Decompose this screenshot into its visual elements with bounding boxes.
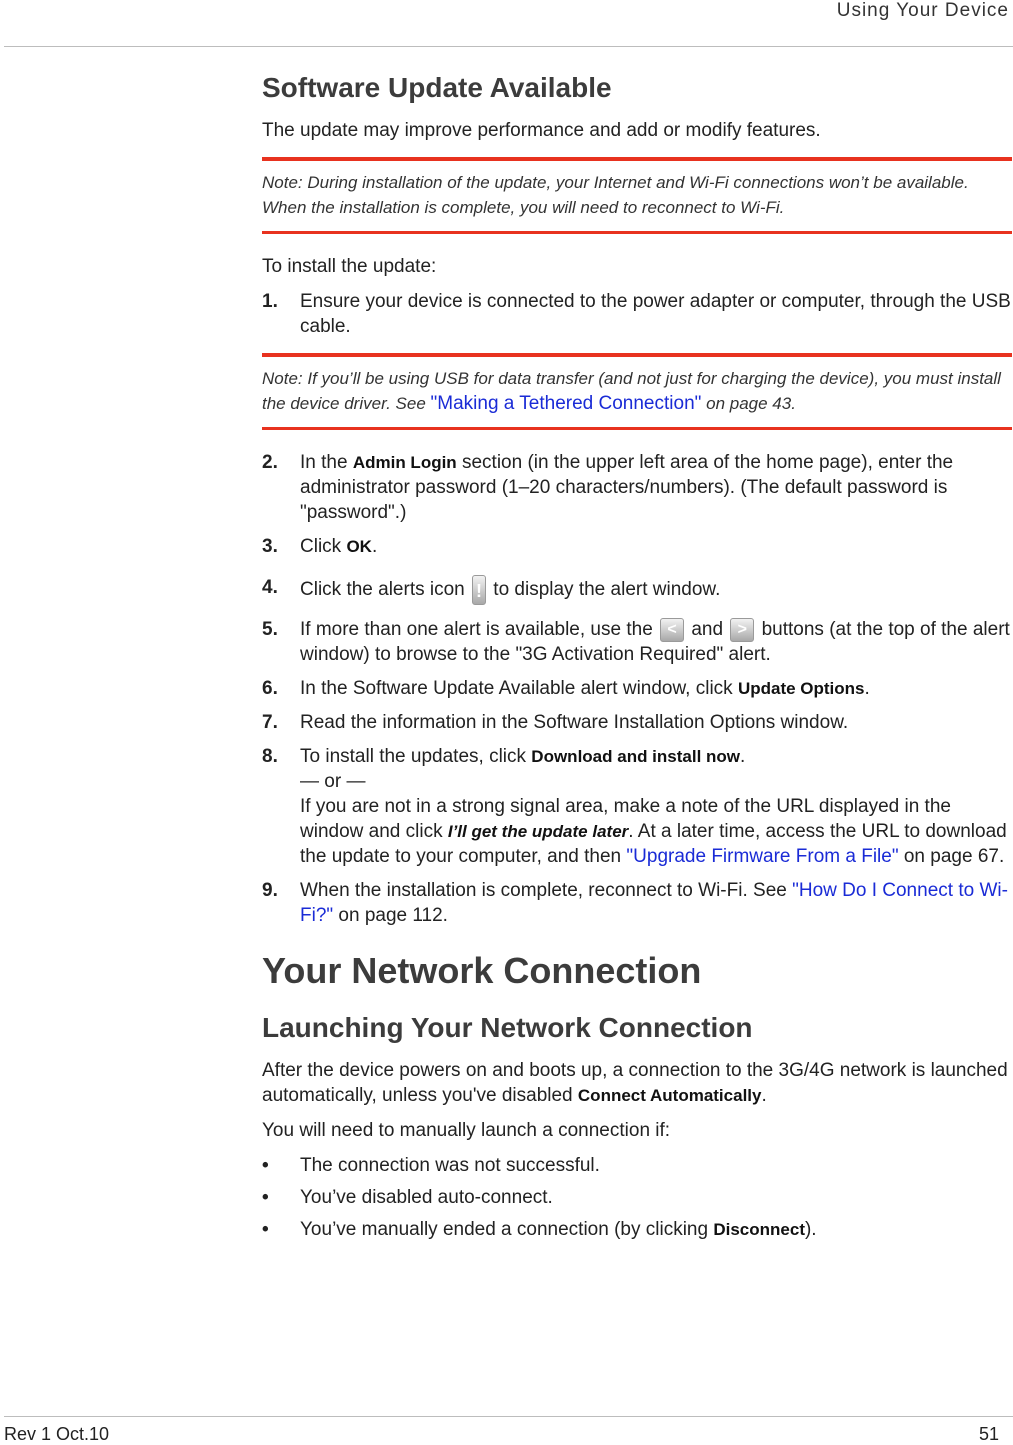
step-7: 7. Read the information in the Software Installation Options window. (262, 712, 849, 733)
running-header: Using Your Device (836, 0, 1009, 21)
footer-revision: Rev 1 Oct.10 (4, 1424, 110, 1444)
ui-label-admin-login: Admin Login (352, 453, 457, 472)
previous-arrow-icon (660, 618, 684, 642)
step-1 (262, 289, 1012, 339)
ui-label-update-later: I’ll get the update later (447, 822, 629, 841)
bullet: • (262, 1219, 269, 1240)
subheading-launching-connection: Launching Your Network Connection (262, 1012, 753, 1043)
step-4: 4. Click the alerts icon ! to display the alert window. (262, 575, 1012, 605)
page-content (262, 70, 1012, 1249)
footer-rule (4, 1416, 1013, 1417)
note-installation (262, 157, 1012, 234)
step-6: 6. In the Software Update Available alert window, click Update Options. (262, 678, 870, 699)
list-item: • You’ve disabled auto-connect. (262, 1187, 553, 1208)
note-line-1: Note: During installation of the update, your Internet and Wi-Fi connections won’t be available. (262, 173, 969, 192)
link-connect-wifi[interactable]: "How Do I Connect to Wi-Fi?" (300, 880, 1008, 926)
note-usb-driver (262, 353, 1012, 430)
alert-icon (472, 575, 486, 605)
bullet: • (262, 1187, 269, 1208)
paragraph-auto-launch: After the device powers on and boots up, a connection to the 3G/4G network is launched automatically, unless you've disabled Connect Automatically. (262, 1060, 1008, 1106)
list-item: • You’ve manually ended a connection (by clicking Disconnect). (262, 1219, 817, 1240)
bullet: • (262, 1155, 269, 1176)
ui-label-connect-automatically: Connect Automatically (577, 1086, 762, 1105)
ui-label-disconnect: Disconnect (713, 1220, 805, 1239)
page-number: 51 (978, 1424, 999, 1444)
link-tethered-connection[interactable]: "Making a Tethered Connection" (430, 393, 702, 414)
header-rule (4, 46, 1013, 47)
step-2: 2. In the Admin Login section (in the upper left area of the home page), enter the administrator password (1–20 characters/numbers). (The default password is "password".) (262, 452, 954, 523)
ui-label-update-options: Update Options (737, 679, 865, 698)
section-heading-network-connection: Your Network Connection (262, 950, 702, 991)
step-8: 8. To install the updates, click Download and install now. — or — If you are not in a strong signal area, make a note of the URL displayed in the window and click I’ll get the update later. At a later time, access the URL to download the update to your computer, and then "Upgrade Firmware From a File" on page 67. (262, 746, 1007, 867)
section-heading-software-update: Software Update Available (262, 72, 612, 103)
step-text: Ensure your device is connected to the power adapter or computer, through the USB cable. (300, 291, 1011, 337)
ui-label-ok: OK (346, 537, 372, 556)
note-line-2: When the installation is complete, you will need to reconnect to Wi-Fi. (262, 198, 785, 217)
link-upgrade-firmware[interactable]: "Upgrade Firmware From a File" (626, 846, 899, 867)
step-3: 3. Click OK. (262, 536, 378, 557)
install-intro: To install the update: (262, 256, 437, 277)
list-item: • The connection was not successful. (262, 1155, 600, 1176)
paragraph-manual-launch: You will need to manually launch a connection if: (262, 1120, 671, 1141)
next-arrow-icon (730, 618, 754, 642)
or-separator: — or — (300, 771, 366, 792)
ui-label-download-install: Download and install now (531, 747, 741, 766)
step-number: 1. (262, 291, 278, 312)
intro-paragraph: The update may improve performance and add or modify features. (262, 120, 821, 141)
step-5: 5. If more than one alert is available, use the < and > buttons (at the top of the alert window) to browse to the "3G Activation Required" alert. (262, 617, 1012, 667)
note-text: Note: If you’ll be using USB for data transfer (and not just for charging the device), you must install the device driver. See "Making a Tethered Connection" on page 43. (262, 369, 1001, 414)
step-9: 9. When the installation is complete, reconnect to Wi-Fi. See "How Do I Connect to Wi-Fi?" on page 112. (262, 880, 1008, 926)
